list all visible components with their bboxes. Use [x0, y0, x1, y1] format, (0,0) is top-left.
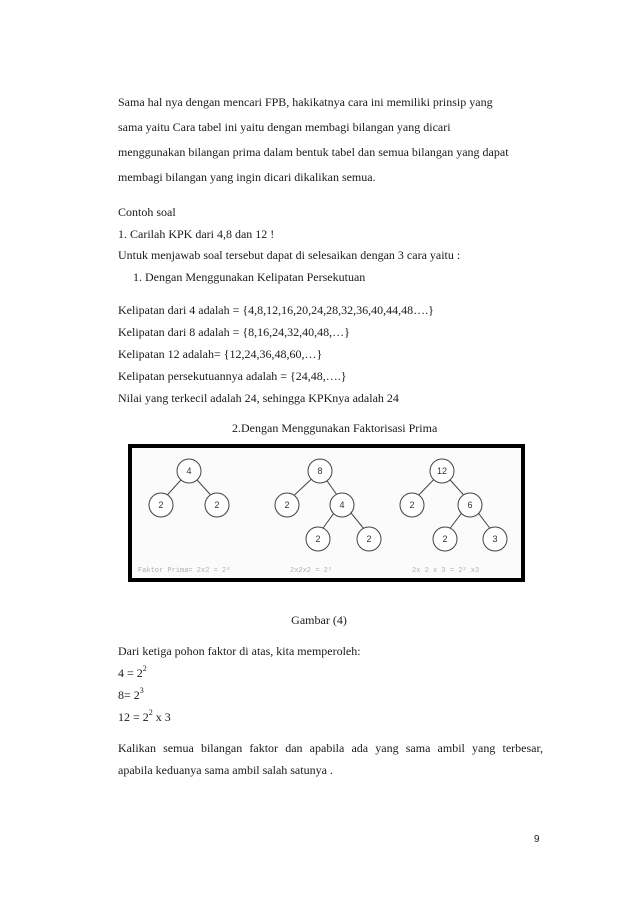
paragraph-line: Sama hal nya dengan mencari FPB, hakikatnya cara ini memiliki prinsip yang [118, 95, 493, 109]
conclusion-line: Kalikan semua bilangan faktor dan apabila ada yang sama ambil yang terbesar, [118, 741, 543, 755]
paragraph-line: membagi bilangan yang ingin dicari dikalikan semua. [118, 170, 376, 184]
tree-node-label: 12 [436, 466, 448, 476]
tree-node-label: 2 [284, 500, 290, 510]
tree-caption: 2x2x2 = 2³ [290, 567, 333, 575]
paragraph-line: sama yaitu Cara tabel ini yaitu dengan membagi bilangan yang dicari [118, 120, 451, 134]
factor-tree-diagram [132, 448, 521, 578]
result-intro: Dari ketiga pohon faktor di atas, kita memperoleh: [118, 644, 361, 658]
equation-line: $8= 2^3$ [118, 686, 144, 702]
tree-node-label: 3 [492, 534, 498, 544]
method2-title: 2.Dengan Menggunakan Faktorisasi Prima [232, 421, 438, 435]
multiple-line: Kelipatan persekutuannya adalah = {24,48,….} [118, 369, 347, 383]
tree-node-label: 2 [158, 500, 164, 510]
example-intro: Untuk menjawab soal tersebut dapat di selesaikan dengan 3 cara yaitu : [118, 248, 461, 262]
kpk-result-line: Nilai yang terkecil adalah 24, sehingga KPKnya adalah 24 [118, 391, 399, 405]
equation-line: $4 = 2^2$ [118, 664, 147, 680]
example-question: 1. Carilah KPK dari 4,8 dan 12 ! [118, 227, 275, 241]
tree-node-label: 8 [317, 466, 323, 476]
page-number: 9 [534, 834, 540, 845]
tree-node-label: 2 [315, 534, 321, 544]
factor-tree-figure [128, 444, 525, 582]
tree-node-label: 4 [186, 466, 192, 476]
equation-line: $12 = 2^2$ x 3 [118, 708, 171, 724]
tree-node-label: 2 [366, 534, 372, 544]
tree-node-label: 6 [467, 500, 473, 510]
tree-node-label: 4 [339, 500, 345, 510]
paragraph-line: menggunakan bilangan prima dalam bentuk tabel dan semua bilangan yang dapat [118, 145, 509, 159]
method1-title: 1. Dengan Menggunakan Kelipatan Persekutuan [133, 270, 366, 284]
multiple-line: Kelipatan dari 4 adalah = {4,8,12,16,20,24,28,32,36,40,44,48….} [118, 303, 434, 317]
figure-caption: Gambar (4) [291, 613, 347, 627]
multiple-line: Kelipatan 12 adalah= {12,24,36,48,60,…} [118, 347, 323, 361]
multiple-line: Kelipatan dari 8 adalah = {8,16,24,32,40,48,…} [118, 325, 350, 339]
conclusion-line: apabila keduanya sama ambil salah satunya . [118, 763, 333, 777]
example-heading: Contoh soal [118, 205, 176, 219]
tree-caption: 2x 2 x 3 = 2² x3 [412, 567, 480, 575]
tree-caption: Faktor Prima= 2x2 = 2² [138, 567, 231, 575]
tree-node-label: 2 [214, 500, 220, 510]
tree-node-label: 2 [442, 534, 448, 544]
tree-node-label: 2 [409, 500, 415, 510]
